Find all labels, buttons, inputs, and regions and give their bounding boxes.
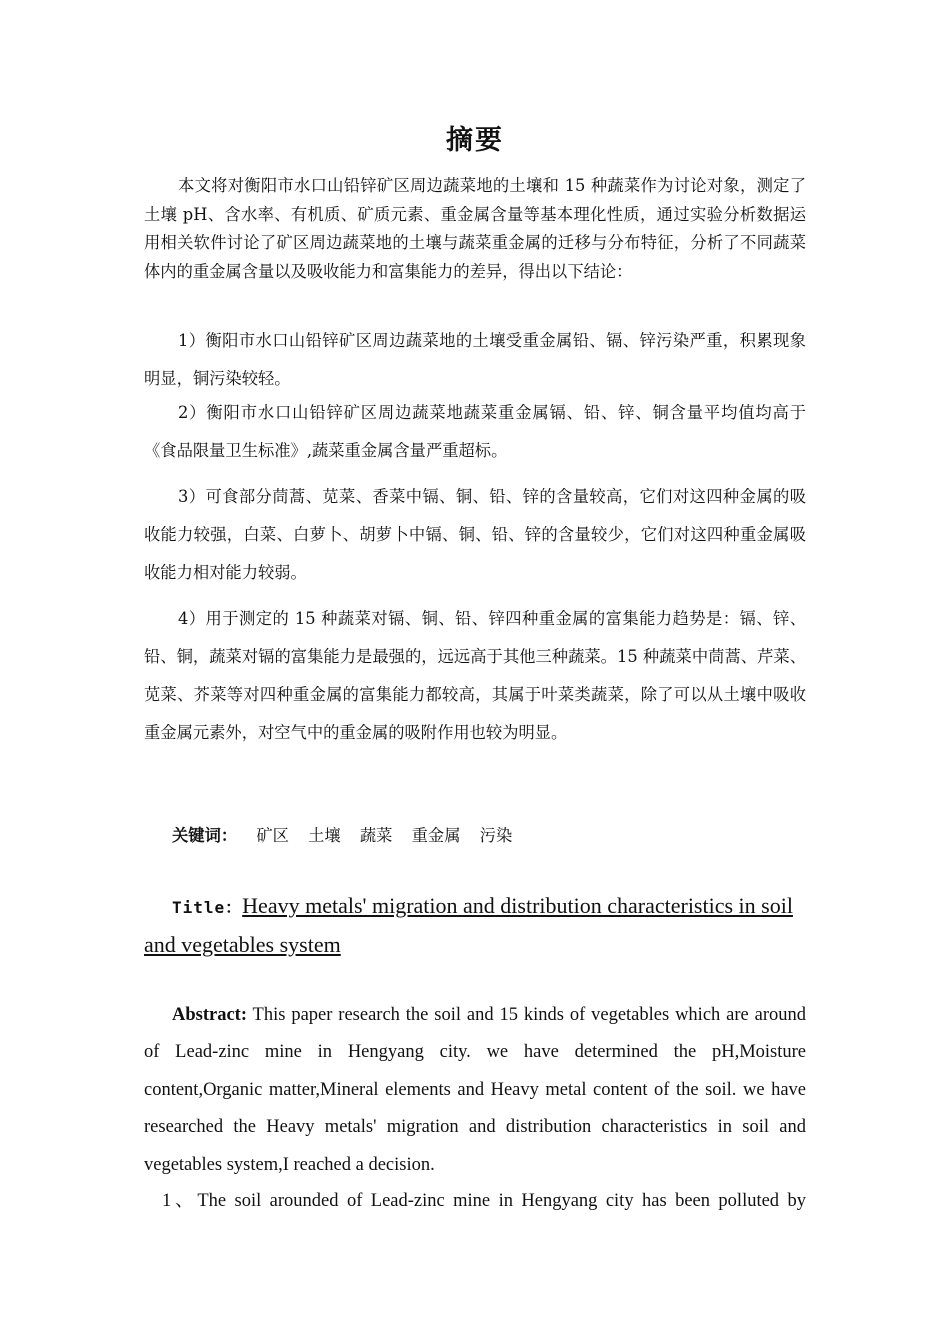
keyword-item: 土壤: [308, 826, 341, 845]
keywords-label: 关键词：: [172, 826, 238, 845]
keyword-item: 蔬菜: [359, 826, 393, 845]
conclusion-3: 3）可食部分茼蒿、苋菜、香菜中镉、铜、铅、锌的含量较高，它们对这四种金属的吸收能力较强，白菜、白萝卜、胡萝卜中镉、铜、铅、锌的含量较少，它们对这四种重金属吸收能力相对能力较弱。: [144, 487, 806, 582]
conclusion-1: 1）衡阳市水口山铅锌矿区周边蔬菜地的土壤受重金属铅、镉、锌污染严重，积累现象明显，铜污染较轻。: [144, 331, 806, 388]
english-abstract-paragraph: [144, 997, 806, 1184]
english-title: [144, 887, 806, 963]
abstract-heading: 摘要: [446, 125, 504, 156]
english-title-label: Title：: [172, 898, 243, 917]
keywords-line: [172, 822, 512, 846]
keyword-item: 重金属: [411, 826, 461, 845]
conclusion-4: 4）用于测定的 15 种蔬菜对镉、铜、铅、锌四种重金属的富集能力趋势是：镉、锌、铅、铜，蔬菜对镉的富集能力是最强的，远远高于其他三种蔬菜。15 种蔬菜中茼蒿、芹菜、苋菜、芥菜等对四种重金属的富集能力都较高，其属于叶菜类蔬菜，除了可以从土壤中吸收重金属元素外，对空气中的重金属的吸附作用也较为明显。: [144, 609, 806, 742]
english-title-text: Heavy metals' migration and distribution characteristics in soil and vegetables system: [144, 893, 793, 957]
keyword-item: 矿区: [256, 826, 289, 845]
abstract-text: This paper research the soil and 15 kinds of vegetables which are around of Lead-zinc mine in Hengyang city. we have determined the pH,Moisture content,Organic matter,Mineral elements and Heavy metal content of the soil. we have researched the Heavy metals' migration and distribution characteristics in soil and vegetables system,I reached a decision.: [144, 1005, 806, 1175]
abstract-label: Abstract:: [172, 1005, 248, 1025]
conclusion-2: 2）衡阳市水口山铅锌矿区周边蔬菜地蔬菜重金属镉、铅、锌、铜含量平均值均高于《食品限量卫生标准》,蔬菜重金属含量严重超标。: [144, 403, 806, 460]
keyword-item: 污染: [479, 826, 513, 845]
english-conclusion-1: 1、The soil arounded of Lead-zinc mine in Hengyang city has been polluted by: [162, 1191, 806, 1211]
abstract-intro-paragraph: 本文将对衡阳市水口山铅锌矿区周边蔬菜地的土壤和 15 种蔬菜作为讨论对象，测定了土壤 pH、含水率、有机质、矿质元素、重金属含量等基本理化性质，通过实验分析数据运用相关软件讨论了矿区周边蔬菜地的土壤与蔬菜重金属的迁移与分布特征，分析了不同蔬菜体内的重金属含量以及吸收能力和富集能力的差异，得出以下结论：: [144, 176, 806, 281]
